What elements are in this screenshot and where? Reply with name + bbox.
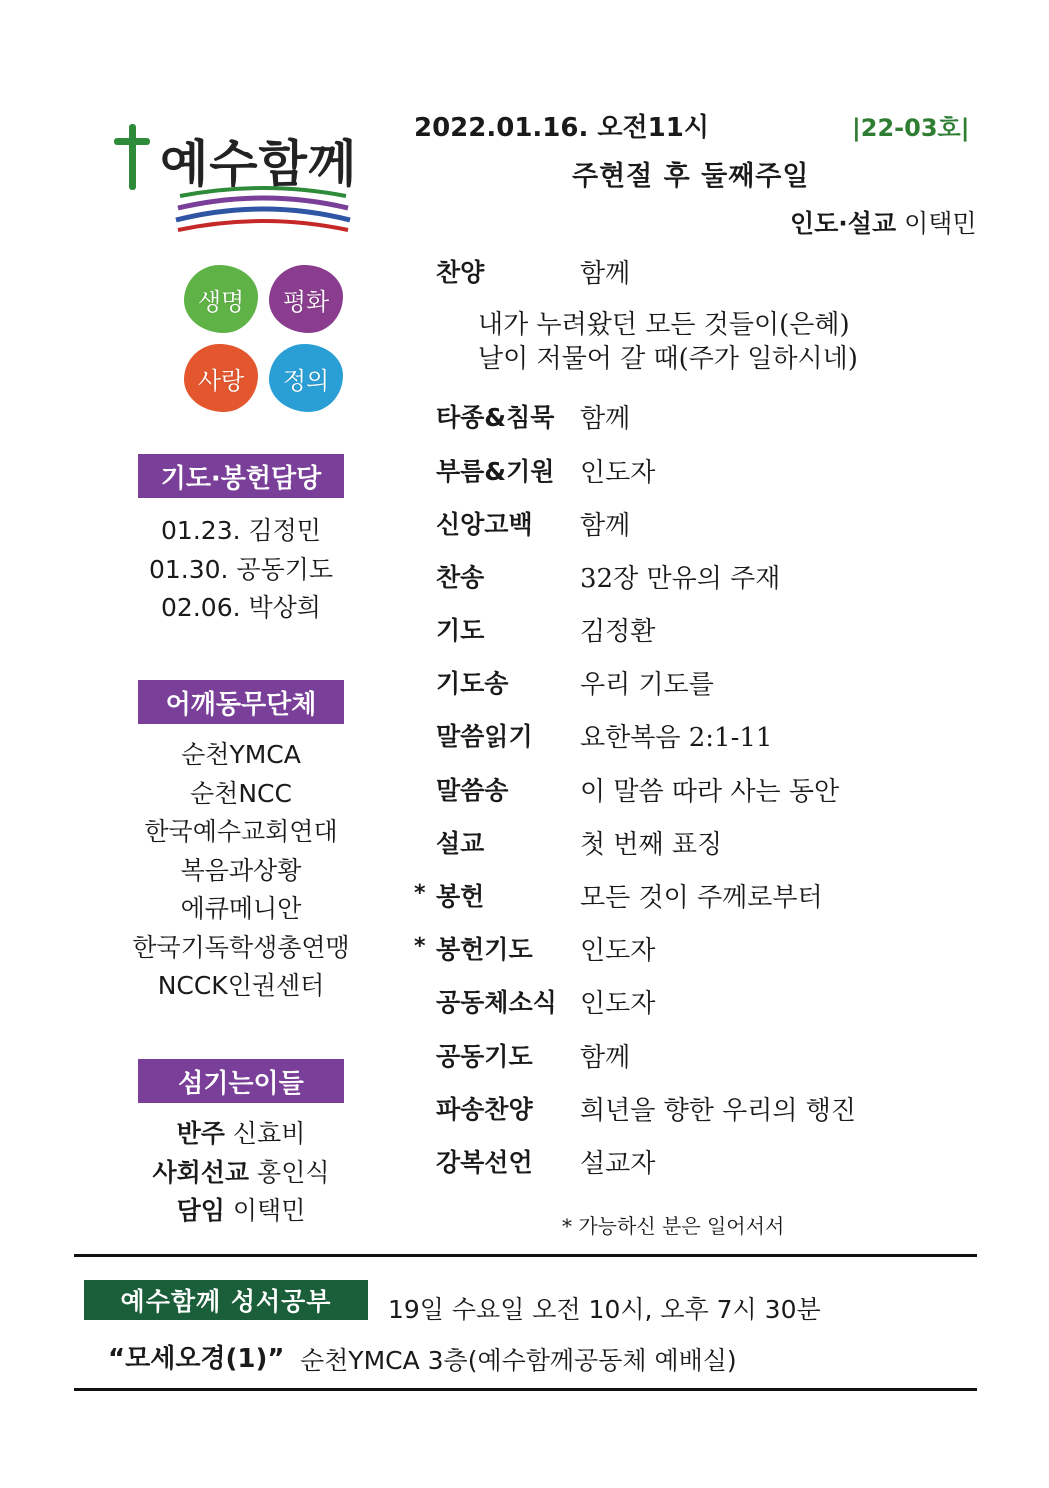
bible-study-time: 19일 수요일 오전 10시, 오후 7시 30분 — [388, 1295, 821, 1324]
partners-list — [100, 736, 382, 1006]
value-badge-justice: 정의 — [269, 344, 343, 412]
list-item: 한국예수교회연대 — [144, 817, 338, 846]
list-item: 순천NCC — [190, 778, 292, 808]
list-item: 사회선교 홍인식 — [152, 1157, 330, 1187]
value-badge-life: 생명 — [184, 265, 258, 333]
list-item: 한국기독학생총연맹 — [132, 932, 350, 962]
praise-songs — [478, 308, 858, 376]
song-item: 내가 누려왔던 모든 것들이(은혜) — [478, 310, 850, 340]
bible-study-title: 예수함께 성서공부 — [84, 1280, 368, 1320]
value-badge-love: 사랑 — [184, 344, 258, 412]
song-item: 날이 저물어 갈 때(주가 일하시네) — [478, 344, 858, 374]
prayer-list — [100, 512, 382, 628]
servers-list — [100, 1115, 382, 1231]
list-item: 02.06. 박상희 — [161, 593, 321, 622]
service-subtitle: 주현절 후 둘째주일 — [572, 161, 810, 192]
service-date: 2022.01.16. 오전11시 — [414, 113, 709, 143]
prayer-section-title: 기도·봉헌담당 — [138, 454, 344, 498]
servers-section-title: 섬기는이들 — [138, 1059, 344, 1103]
logo-title: 예수함께 — [160, 135, 358, 193]
list-item: 복음과상황 — [180, 855, 302, 885]
list-item: 01.30. 공동기도 — [148, 554, 334, 584]
list-item: NCCK인권센터 — [157, 971, 325, 1000]
divider — [74, 1254, 977, 1257]
bible-study-topic: “모세오경(1)” — [108, 1344, 285, 1374]
issue-number: |22-03호| — [852, 114, 970, 142]
list-item: 순천YMCA — [181, 740, 301, 769]
partners-section-title: 어깨동무단체 — [138, 680, 344, 724]
list-item: 반주 신효비 — [176, 1119, 306, 1148]
preacher: 인도·설교 이택민 — [790, 209, 977, 238]
bible-study-place: 순천YMCA 3층(예수함께공동체 예배실) — [300, 1346, 737, 1375]
standing-note: * 가능하신 분은 일어서서 — [562, 1214, 785, 1238]
list-item: 01.23. 김정민 — [161, 516, 321, 545]
list-item: 에큐메니안 — [180, 894, 302, 923]
value-badge-peace: 평화 — [269, 265, 343, 333]
cross-icon — [112, 122, 152, 192]
list-item: 담임 이택민 — [176, 1196, 306, 1225]
divider — [74, 1388, 977, 1391]
logo-arcs-icon — [172, 186, 354, 234]
